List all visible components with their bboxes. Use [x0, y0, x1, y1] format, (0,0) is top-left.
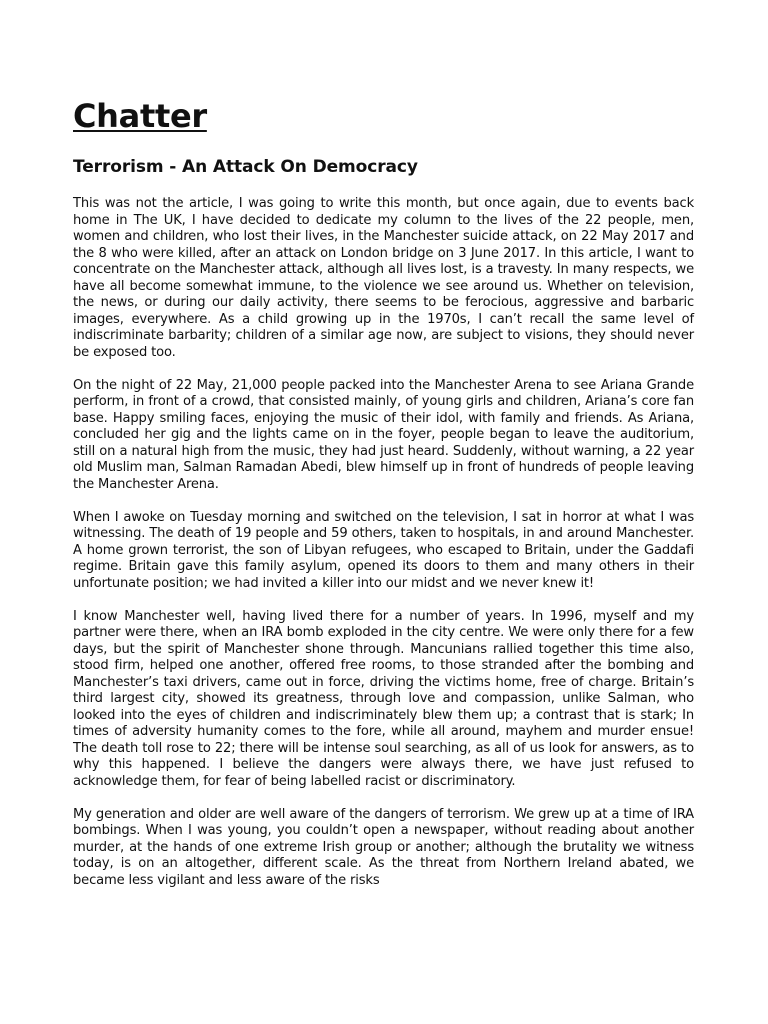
- page-title: Chatter: [73, 97, 207, 135]
- paragraph-3: When I awoke on Tuesday morning and switched on the television, I sat in horror at what I was witnessing. The death of 19 people and 59 others, taken to hospitals, in and around Manchester. A home grown terrorist, the son of Libyan refugees, who escaped to Britain, under the Gaddafi regime. Britain gave this family asylum, opened its doors to them and many others in their unfortunate position; we had invited a killer into our midst and we never knew it!: [73, 509, 694, 591]
- paragraph-4: I know Manchester well, having lived there for a number of years. In 1996, myself and my partner were there, when an IRA bomb exploded in the city centre. We were only there for a few days, but the spirit of Manchester shone through. Mancunians rallied together this time also, stood firm, helped one another, offered free rooms, to those stranded after the bombing and Manchester’s taxi drivers, came out in force, driving the victims home, free of charge. Britain’s third largest city, showed its greatness, through love and compassion, unlike Salman, who looked into the eyes of children and indiscriminately blew them up; a contrast that is stark; In times of adversity humanity comes to the fore, while all around, mayhem and murder ensue! The death toll rose to 22; there will be intense soul searching, as all of us look for answers, as to why this happened. I believe the dangers were always there, we have just refused to acknowledge them, for fear of being labelled racist or discriminatory.: [73, 608, 694, 789]
- article-subtitle: Terrorism - An Attack On Democracy: [73, 157, 418, 177]
- paragraph-1: This was not the article, I was going to write this month, but once again, due to events back home in The UK, I have decided to dedicate my column to the lives of the 22 people, men, women and children, who lost their lives, in the Manchester suicide attack, on 22 May 2017 and the 8 who were killed, after an attack on London bridge on 3 June 2017. In this article, I want to concentrate on the Manchester attack, although all lives lost, is a travesty. In many respects, we have all become somewhat immune, to the violence we see around us. Whether on television, the news, or during our daily activity, there seems to be ferocious, aggressive and barbaric images, everywhere. As a child growing up in the 1970s, I can’t recall the same level of indiscriminate barbarity; children of a similar age now, are subject to visions, they should never be exposed too.: [73, 196, 694, 360]
- paragraph-2: On the night of 22 May, 21,000 people packed into the Manchester Arena to see Ariana Grande perform, in front of a crowd, that consisted mainly, of young girls and children, Ariana’s core fan base. Happy smiling faces, enjoying the music of their idol, with family and friends. As Ariana, concluded her gig and the lights came on in the foyer, people began to leave the auditorium, still on a natural high from the music, they had just heard. Suddenly, without warning, a 22 year old Muslim man, Salman Ramadan Abedi, blew himself up in front of hundreds of people leaving the Manchester Arena.: [73, 377, 694, 492]
- paragraph-5: My generation and older are well aware of the dangers of terrorism. We grew up at a time of IRA bombings. When I was young, you couldn’t open a newspaper, without reading about another murder, at the hands of one extreme Irish group or another; although the brutality we witness today, is on an altogether, different scale. As the threat from Northern Ireland abated, we became less vigilant and less aware of the risks: [73, 806, 694, 888]
- document-page: [73, 96, 694, 906]
- article-body: [73, 196, 694, 889]
